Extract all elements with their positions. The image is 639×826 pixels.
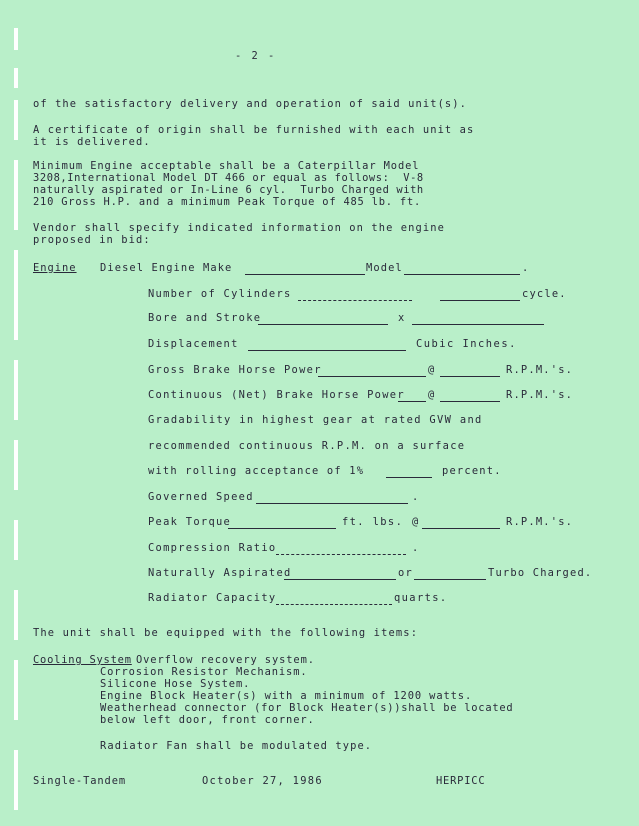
governed-field[interactable] — [256, 493, 408, 504]
rpm-label: R.P.M.'s. — [506, 516, 574, 528]
cooling-line: Radiator Fan shall be modulated type. — [100, 740, 373, 752]
gross-hp-field[interactable] — [318, 366, 426, 377]
margin-mark — [14, 160, 18, 230]
peak-torque-field[interactable] — [228, 518, 336, 529]
margin-mark — [14, 750, 18, 810]
naturally-field[interactable] — [284, 569, 396, 580]
page-number: - 2 - — [235, 50, 277, 62]
cylinders-field[interactable] — [298, 290, 412, 301]
bore-field[interactable] — [258, 314, 388, 325]
compression-label: Compression Ratio — [148, 542, 277, 554]
net-hp-label: Continuous (Net) Brake Horse Power — [148, 389, 405, 401]
bore-x: x — [398, 312, 405, 324]
gradability-line: Gradability in highest gear at rated GVW and — [148, 414, 483, 426]
paragraph-line: it is delivered. — [33, 136, 151, 148]
net-rpm-field[interactable] — [440, 391, 500, 402]
paragraph-line: Vendor shall specify indicated information on the engine — [33, 222, 445, 234]
engine-make-field[interactable] — [245, 264, 365, 275]
margin-mark — [14, 250, 18, 340]
period: . — [412, 542, 419, 554]
net-hp-field[interactable] — [398, 391, 426, 402]
footer-right: HERPICC — [436, 775, 486, 787]
gradability-line: recommended continuous R.P.M. on a surface — [148, 440, 466, 452]
turbo-label: Turbo Charged. — [488, 567, 593, 579]
percent-label: percent. — [442, 465, 502, 477]
cooling-line: Overflow recovery system. — [136, 654, 315, 666]
cycle-field[interactable] — [440, 290, 520, 301]
at-sign: @ — [428, 389, 435, 401]
bore-label: Bore and Stroke — [148, 312, 262, 324]
displacement-label: Displacement — [148, 338, 239, 350]
stroke-field[interactable] — [412, 314, 544, 325]
engine-model-field[interactable] — [404, 264, 520, 275]
displacement-field[interactable] — [248, 340, 406, 351]
footer-left: Single-Tandem — [33, 775, 127, 787]
paragraph-line: naturally aspirated or In-Line 6 cyl. Turbo Charged with — [33, 184, 424, 196]
engine-make-label: Diesel Engine Make — [100, 262, 233, 274]
items-intro: The unit shall be equipped with the following items: — [33, 627, 419, 639]
cooling-line: below left door, front corner. — [100, 714, 315, 726]
footer-date: October 27, 1986 — [202, 775, 323, 787]
margin-mark — [14, 360, 18, 420]
or-label: or — [398, 567, 413, 579]
compression-field[interactable] — [276, 544, 406, 555]
paragraph-line: Minimum Engine acceptable shall be a Caterpillar Model — [33, 160, 420, 172]
margin-mark — [14, 590, 18, 640]
paragraph-line: 210 Gross H.P. and a minimum Peak Torque of 485 lb. ft. — [33, 196, 422, 208]
cooling-line: Corrosion Resistor Mechanism. — [100, 666, 308, 678]
margin-mark — [14, 660, 18, 720]
margin-mark — [14, 520, 18, 560]
cooling-line: Silicone Hose System. — [100, 678, 251, 690]
paragraph-line: proposed in bid: — [33, 234, 151, 246]
cubic-inches-label: Cubic Inches. — [416, 338, 517, 350]
engine-model-label: Model — [366, 262, 403, 274]
paragraph-line: A certificate of origin shall be furnished with each unit as — [33, 124, 475, 136]
radiator-label: Radiator Capacity — [148, 592, 277, 604]
margin-mark — [14, 68, 18, 88]
percent-field[interactable] — [386, 467, 432, 478]
margin-mark — [14, 100, 18, 140]
ftlbs-label: ft. lbs. — [342, 516, 404, 528]
cylinders-label: Number of Cylinders — [148, 288, 292, 300]
paragraph-line: of the satisfactory delivery and operation of said unit(s). — [33, 98, 467, 110]
governed-label: Governed Speed — [148, 491, 254, 503]
naturally-label: Naturally Aspirated — [148, 567, 292, 579]
peak-torque-label: Peak Torque — [148, 516, 232, 528]
gradability-line: with rolling acceptance of 1% — [148, 465, 365, 477]
engine-heading: Engine — [33, 262, 77, 274]
at-sign: @ — [428, 364, 435, 376]
rpm-label: R.P.M.'s. — [506, 389, 574, 401]
cycle-label: cycle. — [522, 288, 567, 300]
period: . — [522, 262, 529, 274]
cooling-line: Engine Block Heater(s) with a minimum of 1200 watts. — [100, 690, 473, 702]
paragraph-line: 3208,International Model DT 466 or equal as follows: V-8 — [33, 172, 424, 184]
cooling-heading: Cooling System — [33, 654, 132, 666]
peak-rpm-field[interactable] — [422, 518, 500, 529]
gross-rpm-field[interactable] — [440, 366, 500, 377]
radiator-field[interactable] — [276, 594, 392, 605]
cooling-line: Weatherhead connector (for Block Heater(s))shall be located — [100, 702, 514, 714]
margin-mark — [14, 440, 18, 490]
turbo-field[interactable] — [414, 569, 486, 580]
period: . — [412, 491, 419, 503]
margin-mark — [14, 28, 18, 50]
gross-hp-label: Gross Brake Horse Power — [148, 364, 322, 376]
rpm-label: R.P.M.'s. — [506, 364, 574, 376]
at-sign: @ — [412, 516, 419, 528]
quarts-label: quarts. — [394, 592, 448, 604]
